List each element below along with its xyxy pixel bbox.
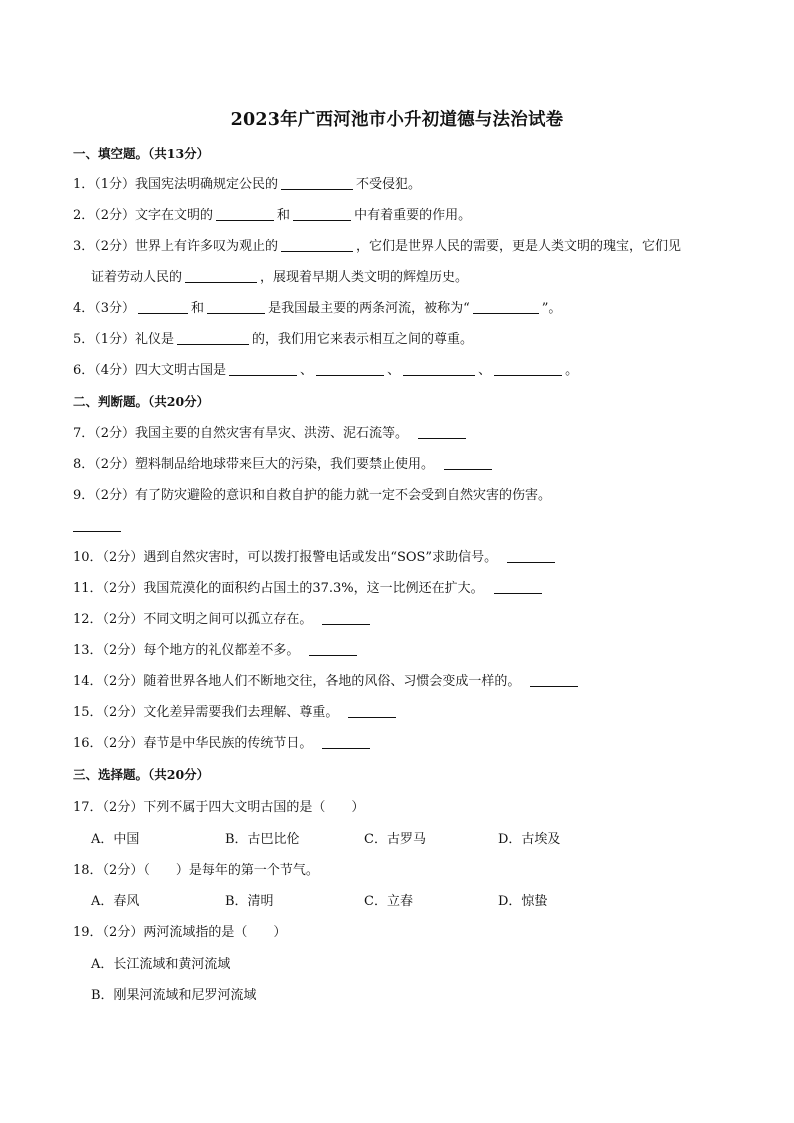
q4-text-a: 4．（3分） (73, 301, 136, 316)
answer-blank[interactable] (281, 177, 353, 190)
answer-blank[interactable] (293, 208, 351, 221)
question-2 (73, 208, 471, 224)
answer-blank[interactable] (322, 736, 370, 749)
answer-blank[interactable] (316, 363, 384, 376)
answer-blank[interactable] (418, 426, 466, 439)
question-18-stem: 18．（2分）（ ）是每年的第一个节气。 (73, 863, 319, 878)
question-3-line-2 (91, 270, 468, 286)
question-17-stem: 17．（2分）下列不属于四大文明古国的是（ ） (73, 800, 365, 815)
q6-sep: 、 (387, 363, 401, 378)
answer-blank[interactable] (216, 208, 274, 221)
q9-text: 9．（2分）有了防灾避险的意识和自救自护的能力就一定不会受到自然灾害的伤害。 (73, 488, 552, 503)
question-9-answer (73, 519, 124, 535)
question-5 (73, 332, 473, 348)
q12-text: 12．（2分）不同文明之间可以孤立存在。 (73, 612, 313, 627)
question-6 (73, 363, 578, 379)
question-19-stem: 19．（2分）两河流域指的是（ ） (73, 925, 287, 940)
question-11 (73, 581, 545, 597)
q17-option-c[interactable]: C．古罗马 (364, 832, 426, 847)
q5-text-a: 5．（1分）礼仪是 (73, 332, 175, 347)
answer-blank[interactable] (138, 301, 188, 314)
question-10 (73, 550, 558, 566)
q4-text-d: ”。 (541, 301, 562, 316)
question-16 (73, 736, 373, 752)
question-7 (73, 426, 469, 442)
section-fill-heading: 一、填空题。（共13分） (73, 146, 210, 161)
q10-text: 10．（2分）遇到自然灾害时，可以拨打报警电话或发出“SOS”求助信号。 (73, 550, 498, 565)
answer-blank[interactable] (444, 457, 492, 470)
q3-text-b: ，它们是世界人民的需要，更是人类文明的瑰宝，它们见 (356, 239, 682, 254)
answer-blank[interactable] (507, 550, 555, 563)
q5-text-b: 的，我们用它来表示相互之间的尊重。 (252, 332, 474, 347)
question-9 (73, 488, 551, 504)
q18-option-c[interactable]: C．立春 (364, 894, 413, 909)
q18-option-a[interactable]: A．春风 (91, 894, 140, 909)
q6-text-a: 6．（4分）四大文明古国是 (73, 363, 227, 378)
q1-text-a: 1．（1分）我国宪法明确规定公民的 (73, 177, 279, 192)
answer-blank[interactable] (207, 301, 265, 314)
answer-blank[interactable] (494, 363, 562, 376)
q3-text-d: ，展现着早期人类文明的辉煌历史。 (260, 270, 469, 285)
question-4 (73, 301, 561, 317)
q17-option-a[interactable]: A．中国 (91, 832, 140, 847)
q2-text-b: 和 (277, 208, 291, 223)
q3-text-c: 证着劳动人民的 (91, 270, 183, 285)
q11-text: 11．（2分）我国荒漠化的面积约占国土的37.3%，这一比例还在扩大。 (73, 581, 484, 596)
q13-text: 13．（2分）每个地方的礼仪都差不多。 (73, 643, 300, 658)
q4-text-c: 是我国最主要的两条河流，被称为“ (268, 301, 470, 316)
q18-option-b[interactable]: B．清明 (225, 894, 274, 909)
q3-text-a: 3．（2分）世界上有许多叹为观止的 (73, 239, 279, 254)
answer-blank[interactable] (309, 643, 357, 656)
q2-text-a: 2．（2分）文字在文明的 (73, 208, 214, 223)
question-13 (73, 643, 360, 659)
question-3-line-1 (73, 239, 681, 255)
q16-text: 16．（2分）春节是中华民族的传统节日。 (73, 736, 313, 751)
answer-blank[interactable] (494, 581, 542, 594)
q6-sep: 、 (300, 363, 314, 378)
q8-text: 8．（2分）塑料制品给地球带来巨大的污染，我们要禁止使用。 (73, 457, 435, 472)
answer-blank[interactable] (348, 705, 396, 718)
q6-end: 。 (565, 363, 579, 378)
answer-blank[interactable] (185, 270, 257, 283)
q19-option-a[interactable]: A．长江流域和黄河流域 (91, 957, 231, 972)
q17-option-d[interactable]: D．古埃及 (498, 832, 561, 847)
question-8 (73, 457, 495, 473)
answer-blank[interactable] (73, 519, 121, 532)
question-14 (73, 674, 581, 690)
q18-option-d[interactable]: D．惊蛰 (498, 894, 548, 909)
answer-blank[interactable] (403, 363, 475, 376)
answer-blank[interactable] (473, 301, 539, 314)
section-judge-heading: 二、判断题。（共20分） (73, 394, 210, 409)
answer-blank[interactable] (177, 332, 249, 345)
q15-text: 15．（2分）文化差异需要我们去理解、尊重。 (73, 705, 339, 720)
q14-text: 14．（2分）随着世界各地人们不断地交往，各地的风俗、习惯会变成一样的。 (73, 674, 521, 689)
section-choice-heading: 三、选择题。（共20分） (73, 767, 210, 782)
q1-text-b: 不受侵犯。 (356, 177, 422, 192)
answer-blank[interactable] (281, 239, 353, 252)
question-12 (73, 612, 373, 628)
q19-option-b[interactable]: B．刚果河流域和尼罗河流域 (91, 988, 257, 1003)
q2-text-c: 中有着重要的作用。 (354, 208, 472, 223)
q6-sep: 、 (478, 363, 492, 378)
q4-text-b: 和 (191, 301, 205, 316)
question-1 (73, 177, 421, 193)
exam-title: 2023年广西河池市小升初道德与法治试卷 (230, 110, 564, 130)
answer-blank[interactable] (530, 674, 578, 687)
question-15 (73, 705, 399, 721)
q17-option-b[interactable]: B．古巴比伦 (225, 832, 300, 847)
q7-text: 7．（2分）我国主要的自然灾害有旱灾、洪涝、泥石流等。 (73, 426, 409, 441)
answer-blank[interactable] (322, 612, 370, 625)
answer-blank[interactable] (229, 363, 297, 376)
